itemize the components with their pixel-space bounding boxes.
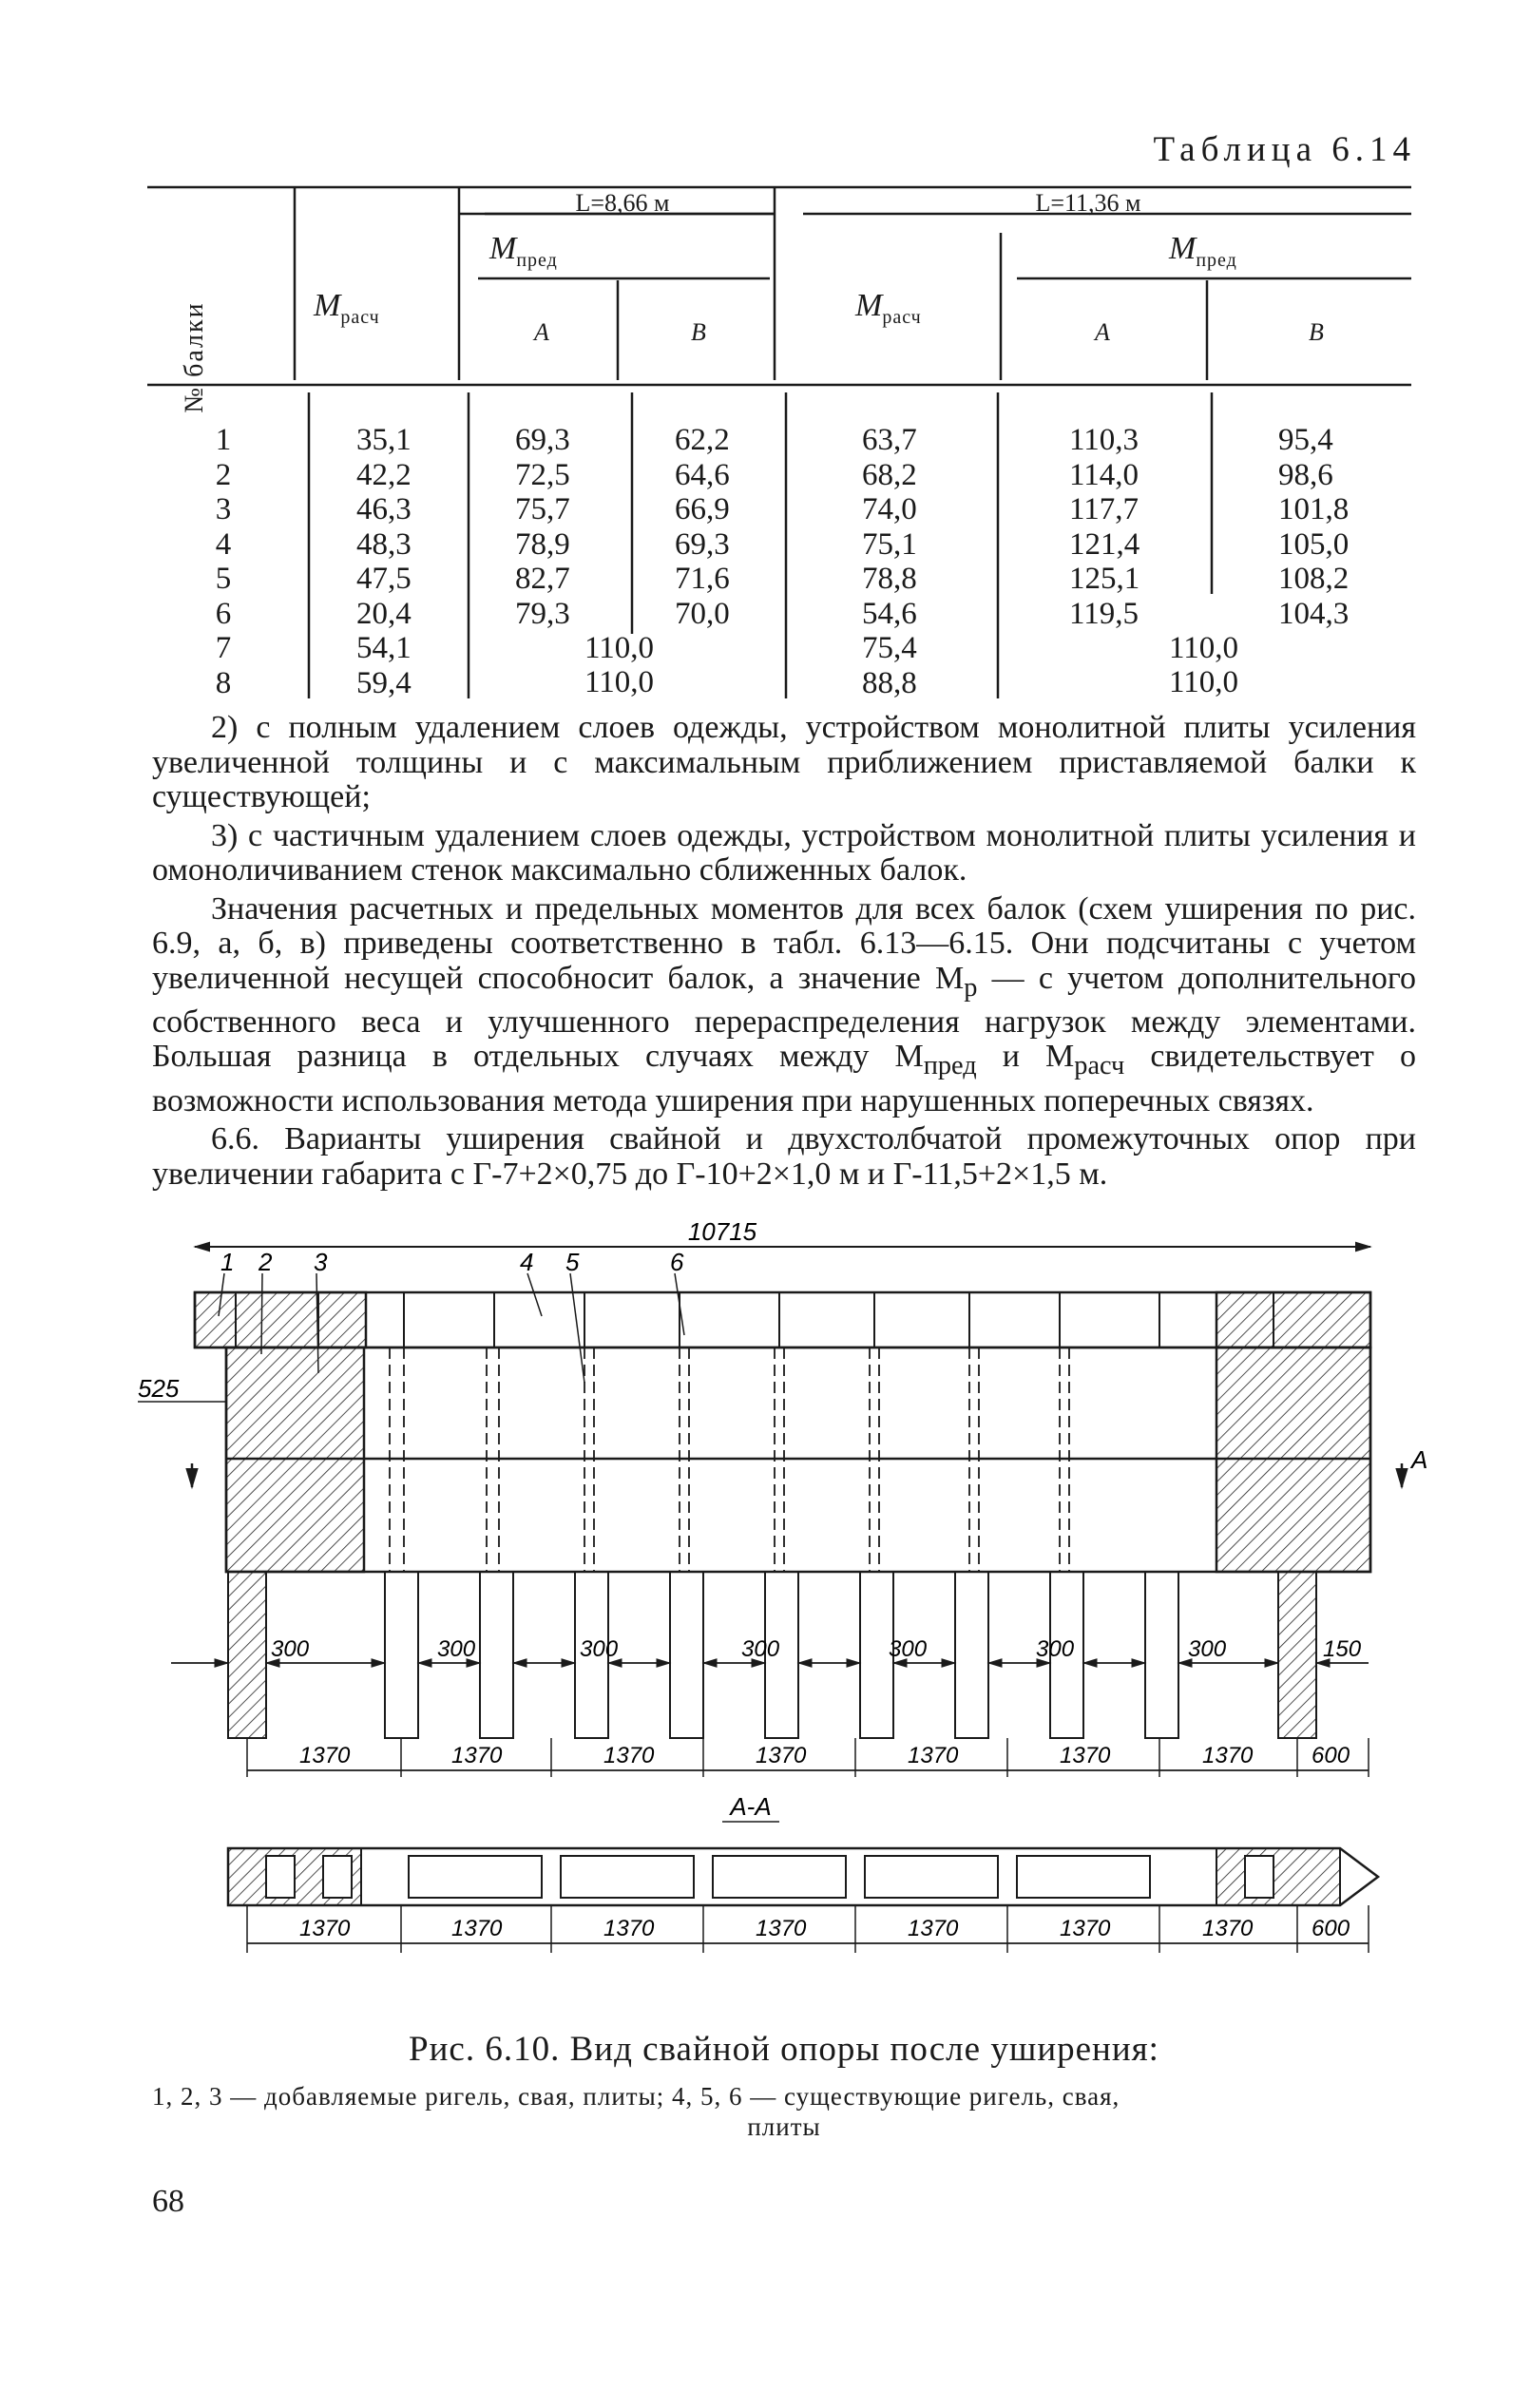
section-span-dimension: 1370 [1060,1916,1111,1941]
paragraph: Значения расчетных и предельных моментов для всех балок (схем уширения по рис. 6.9, а, б, в) приведены соответственно в табл. 6.13—6.15. Они подсчитаны с учетом увеличенной несущей способносит балок, а значение $M_р$ — с учетом дополнительного собственного веса и улучшенного перераспределения нагрузок между элементами. Большая разница в отдельных случаях между $M_{пред}$ и $M_{расч}$ свидетельствует о возможности использования метода уширения при нарушенных поперечных связях. [152,890,1416,1118]
span-label: 300 [1036,1636,1075,1662]
span-label: 300 [271,1636,310,1662]
col-a-header-2: A [1095,318,1110,346]
group-header-1: L=8,66 м [575,189,670,217]
added-slab-right [1216,1292,1370,1347]
added-slab-left [195,1292,366,1347]
table-cell: 6 [215,596,232,631]
page-number: 68 [152,2184,184,2219]
table-cell: 125,1 [1069,562,1140,596]
moments-table [147,176,1411,703]
table-cell: 79,3 [515,596,570,631]
table-cell: 110,0 [584,631,655,665]
legend-line: плиты [747,2112,821,2141]
table-cell: 48,3 [356,526,412,562]
table-cell: 104,3 [1278,596,1350,631]
m-rasch-column-1 [356,423,412,700]
span-dimension: 1370 [299,1743,351,1768]
table-cell: 98,6 [1278,457,1333,492]
table-cell: 75,1 [862,526,917,562]
m-rasch-header-1: $M_{расч}$ [314,288,380,328]
table-cell: 35,1 [356,423,412,457]
section-span-dimension: 1370 [603,1916,655,1941]
callout-label: 2 [259,1248,273,1276]
span-label: 300 [580,1636,619,1662]
table-cell: 4 [215,526,232,562]
added-pile-left [228,1572,266,1738]
callout-label: 5 [565,1248,580,1276]
table-cell: 2 [215,457,232,492]
span-label: 300 [741,1636,780,1662]
table-cell: 110,3 [1069,423,1139,457]
table-cell: 95,4 [1278,423,1333,457]
m-pred-a-column-2 [1069,423,1139,631]
span-label: 300 [889,1636,928,1662]
table-cell: 110,0 [584,665,655,699]
added-pile-right [1278,1572,1316,1738]
span-label: 150 [1323,1636,1362,1662]
dimension-525: 525 [138,1374,180,1403]
table-cell: 88,8 [862,665,917,700]
table-cell: 101,8 [1278,492,1350,526]
table-cell: 8 [215,665,232,700]
slab-row [195,1292,1370,1347]
callout-label: 1 [220,1248,235,1276]
pile [480,1572,513,1738]
pile-pier-drawing [133,1221,1464,2019]
body-text [152,711,1416,1195]
m-pred-header-1: $M_{пред}$ [489,231,558,271]
span-dimension: 1370 [1060,1743,1111,1768]
section-span-dimension: 1370 [299,1916,351,1941]
paragraph: 2) с полным удалением слоев одежды, устройством монолитной плиты усиления увеличенной толщины и с максимальным приближением приставляемой балки к существующей; [152,710,1416,814]
table-cell: 69,3 [515,423,570,457]
pile [670,1572,703,1738]
paragraph: 6.6. Варианты уширения свайной и двухстолбчатой промежуточных опор при увеличении габарита с Г-7+2×0,75 до Г-10+2×1,0 м и Г-11,5+2×1,5 м. [152,1121,1416,1192]
table-cell: 78,8 [862,562,917,596]
table-cell: 74,0 [862,492,917,526]
pile [955,1572,988,1738]
table-cell: 66,9 [675,492,730,526]
table-cell: 114,0 [1069,457,1139,492]
figure-caption: Рис. 6.10. Вид свайной опоры после уширения: [409,2030,1159,2069]
section-span-dimension: 1370 [908,1916,959,1941]
callout-label: 6 [670,1248,684,1276]
paragraph: 3) с частичным удалением слоев одежды, устройством монолитной плиты усиления и омоноличиванием стенок максимально сближенных балок. [152,817,1416,888]
table-cell: 47,5 [356,562,412,596]
section-mark: A [1411,1445,1428,1474]
table-cell: 7 [215,631,232,665]
col-b-header-2: B [1309,318,1324,346]
overall-dimension-label: 10715 [687,1221,757,1246]
m-pred-b-column-2 [1278,423,1349,631]
table-cell: 78,9 [515,526,570,562]
callout-label: 4 [520,1248,534,1276]
m-rasch-column-2 [862,423,917,700]
span-dimension: 1370 [908,1743,959,1768]
table-cell: 42,2 [356,457,412,492]
callout-label: 3 [314,1248,328,1276]
table-cell: 46,3 [356,492,412,526]
m-pred-a-column-1 [515,423,570,631]
table-cell: 64,6 [675,457,730,492]
table-caption: Таблица 6.14 [1153,130,1416,169]
table-cell: 20,4 [356,596,412,631]
table-cell: 117,7 [1069,492,1139,526]
span-dimension: 1370 [1202,1743,1254,1768]
table-cell: 121,4 [1069,526,1140,562]
table-cell: 105,0 [1278,526,1350,562]
group-header-2: L=11,36 м [1035,189,1141,217]
table-cell: 62,2 [675,423,730,457]
section-added-right [1216,1848,1340,1905]
table-cell: 75,7 [515,492,570,526]
span-dimension: 1370 [756,1743,807,1768]
section-span-dimension: 1370 [1202,1916,1254,1941]
table-cell: 108,2 [1278,562,1350,596]
table-cell: 54,1 [356,631,412,665]
m-rasch-header-2: $M_{расч}$ [855,288,922,328]
table-cell: 82,7 [515,562,570,596]
span-dimension: 600 [1312,1743,1350,1768]
beam-number-column [195,423,252,700]
table-cell: 119,5 [1069,596,1139,631]
section-span-dimension: 1370 [451,1916,503,1941]
m-pred-b-column-1 [675,423,730,631]
table-cell: 69,3 [675,526,730,562]
span-label: 300 [1188,1636,1227,1662]
legend-line: 1, 2, 3 — добавляемые ригель, свая, плиты; 4, 5, 6 — существующие ригель, свая, [152,2082,1120,2111]
table-cell: 110,0 [1169,665,1239,699]
table-cell: 5 [215,562,232,596]
span-label: 300 [437,1636,476,1662]
beam-number-header: № балки [180,301,209,413]
pile [1145,1572,1178,1738]
table-cell: 110,0 [1169,631,1239,665]
m-pred-header-2: $M_{пред}$ [1169,231,1237,271]
table-cell: 70,0 [675,596,730,631]
table-cell: 72,5 [515,457,570,492]
section-title: A-A [730,1792,772,1821]
col-a-header-1: A [534,318,549,346]
table-cell: 1 [215,423,232,457]
pile [385,1572,418,1738]
table-cell: 75,4 [862,631,917,665]
span-dimension: 1370 [451,1743,503,1768]
table-cell: 54,6 [862,596,917,631]
span-dimension: 1370 [603,1743,655,1768]
section-span-dimension: 600 [1312,1916,1350,1941]
section-span-dimension: 1370 [756,1916,807,1941]
col-b-header-1: B [691,318,706,346]
table-cell: 71,6 [675,562,730,596]
table-cell: 68,2 [862,457,917,492]
table-cell: 3 [215,492,232,526]
table-cell: 63,7 [862,423,917,457]
table-cell: 59,4 [356,665,412,700]
figure-legend [152,2081,1416,2142]
